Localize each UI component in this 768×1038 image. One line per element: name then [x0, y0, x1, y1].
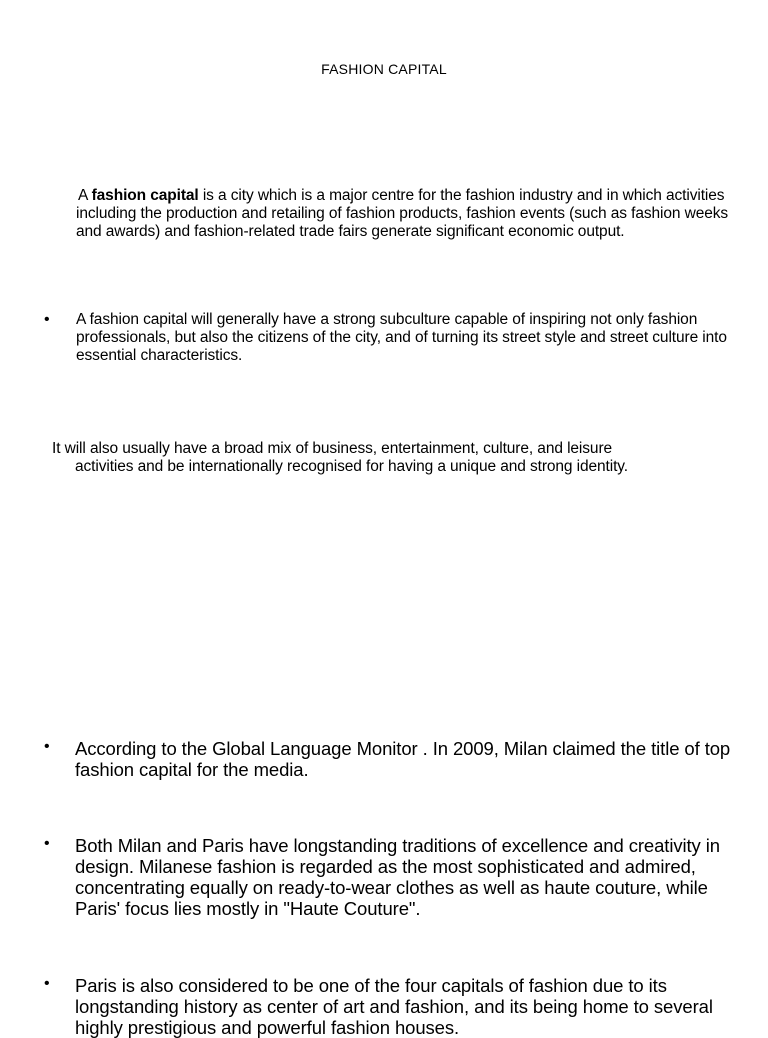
bullet-marker: •: [44, 311, 50, 328]
bullet-item-milan-paris: Both Milan and Paris have longstanding traditions of excellence and creativity in design. Milanese fashion is regarded as the most sophisticated and admired, concentrating equally on ready-to-wear clothes as well as haute couture, while Paris' focus lies mostly in "Haute Couture".: [75, 835, 720, 919]
bullet-marker: •: [44, 835, 50, 852]
bullet-item-milan: According to the Global Language Monitor . In 2009, Milan claimed the title of top fashion capital for the media.: [75, 738, 731, 780]
bullet-marker: •: [44, 975, 50, 992]
intro-paragraph: [76, 187, 736, 241]
intro-rest: is a city which is a major centre for the fashion industry and in which activities including the production and retailing of fashion products, fashion events (such as fashion weeks and awards) and fashion-related trade fairs generate significant economic output.: [76, 187, 729, 240]
mix-line-2: activities and be internationally recognised for having a unique and strong identity.: [75, 458, 629, 475]
page-title: FASHION CAPITAL: [321, 61, 447, 77]
bullet-marker: •: [44, 738, 50, 755]
mix-paragraph: [52, 440, 732, 476]
subculture-paragraph: A fashion capital will generally have a strong subculture capable of inspiring not only fashion professionals, but also the citizens of the city, and of turning its street style and street culture into essential characteristics.: [76, 311, 727, 364]
intro-term: fashion capital: [91, 187, 199, 204]
bullet-item-paris: Paris is also considered to be one of the four capitals of fashion due to its longstanding history as center of art and fashion, and its being home to several highly prestigious and powerful fashion houses.: [75, 975, 713, 1038]
intro-prefix: A: [78, 187, 92, 204]
mix-line-1: It will also usually have a broad mix of business, entertainment, culture, and leisure: [52, 440, 613, 457]
